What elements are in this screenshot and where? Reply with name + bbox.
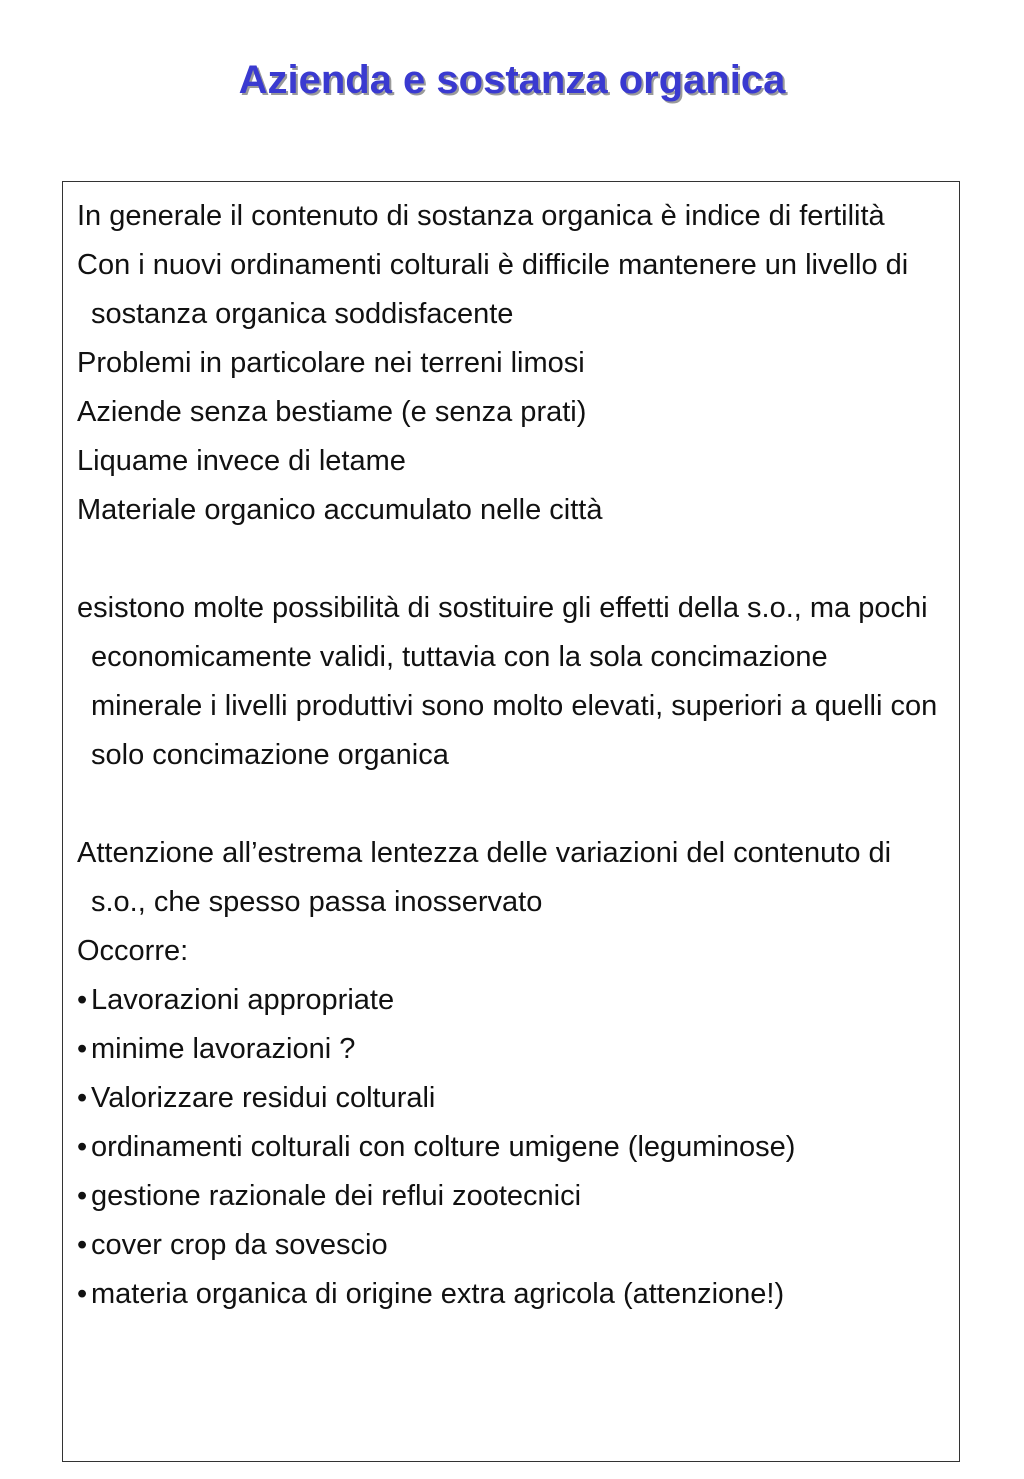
list-item-text: Lavorazioni appropriate (91, 984, 395, 1016)
list-item (77, 1172, 943, 1221)
list-item-text: gestione razionale dei reflui zootecnici (91, 1180, 582, 1212)
list-item (77, 1221, 943, 1270)
list-item-text: materia organica di origine extra agricola (attenzione!) (91, 1278, 785, 1310)
list-item-text: Valorizzare residui colturali (91, 1082, 436, 1114)
paragraph: Con i nuovi ordinamenti colturali è difficile mantenere un livello di sostanza organica soddisfacente (77, 249, 909, 330)
list-item-text: ordinamenti colturali con colture umigene (leguminose) (91, 1131, 796, 1163)
list-item-text: cover crop da sovescio (91, 1229, 388, 1261)
content-box (62, 181, 960, 1462)
bullet-icon: • (77, 1180, 88, 1212)
paragraph: In generale il contenuto di sostanza organica è indice di fertilità (77, 200, 885, 232)
list-item (77, 1123, 943, 1172)
paragraph: Problemi in particolare nei terreni limosi (77, 347, 585, 379)
content-text (77, 192, 943, 1319)
bullet-list (77, 976, 943, 1319)
paragraph: Liquame invece di letame (77, 445, 406, 477)
list-item (77, 1074, 943, 1123)
paragraph: esistono molte possibilità di sostituire gli effetti della s.o., ma pochi economicamente validi, tuttavia con la sola concimazione minerale i livelli produttivi sono molto elevati, superiori a quelli con solo concimazione organica (77, 592, 938, 771)
bullet-icon: • (77, 1082, 88, 1114)
bullet-icon: • (77, 1131, 88, 1163)
bullet-icon: • (77, 984, 88, 1016)
list-item (77, 1025, 943, 1074)
paragraph: Occorre: (77, 935, 189, 967)
paragraph-spacer (77, 535, 943, 584)
paragraph: Attenzione all’estrema lentezza delle variazioni del contenuto di s.o., che spesso passa inosservato (77, 837, 892, 918)
bullet-icon: • (77, 1278, 88, 1310)
bullet-icon: • (77, 1033, 88, 1065)
list-item (77, 1270, 943, 1319)
bullet-icon: • (77, 1229, 88, 1261)
list-item (77, 976, 943, 1025)
paragraph-spacer (77, 780, 943, 829)
paragraph: Aziende senza bestiame (e senza prati) (77, 396, 587, 428)
list-item-text: minime lavorazioni ? (91, 1033, 356, 1065)
paragraph: Materiale organico accumulato nelle città (77, 494, 603, 526)
slide-title: Azienda e sostanza organica (238, 58, 786, 102)
